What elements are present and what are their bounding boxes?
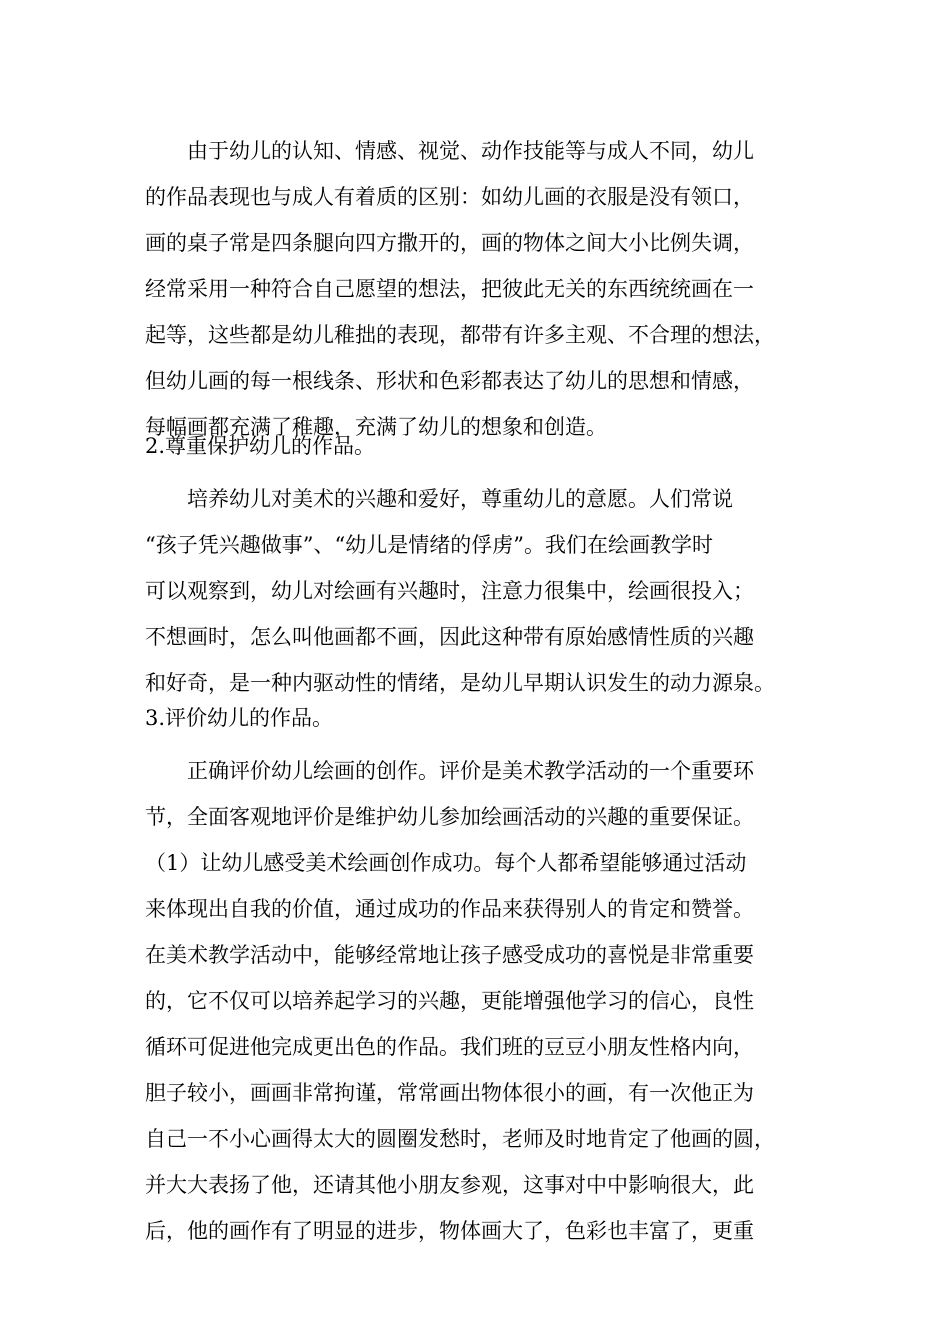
paragraph-line: 每幅画都充满了稚趣，充满了幼儿的想象和创造。: [145, 415, 607, 439]
paragraph-line: 不想画时，怎么叫他画都不画，因此这种带有原始感情性质的兴趣: [145, 625, 754, 649]
paragraph-line: 培养幼儿对美术的兴趣和爱好，尊重幼儿的意愿。人们常说: [187, 487, 733, 511]
paragraph-line: 后，他的画作有了明显的进步，物体画大了，色彩也丰富了，更重: [145, 1219, 754, 1243]
paragraph-line: 胆子较小，画画非常拘谨，常常画出物体很小的画，有一次他正为: [145, 1081, 754, 1105]
paragraph-line: 循环可促进他完成更出色的作品。我们班的豆豆小朋友性格内向，: [145, 1035, 754, 1059]
paragraph-line: 画的桌子常是四条腿向四方撒开的，画的物体之间大小比例失调，: [145, 231, 754, 255]
paragraph-line: 来体现出自我的价值，通过成功的作品来获得别人的肯定和赞誉。: [145, 897, 754, 921]
paragraph-line: （1）让幼儿感受美术绘画创作成功。每个人都希望能够通过活动: [145, 851, 747, 875]
paragraph-line: 起等，这些都是幼儿稚拙的表现，都带有许多主观、不合理的想法，: [145, 323, 775, 347]
paragraph-evaluate-works: [145, 748, 815, 1254]
paragraph-line: 由于幼儿的认知、情感、视觉、动作技能等与成人不同，幼儿: [187, 139, 754, 163]
section-heading-2: [145, 423, 815, 469]
heading-text: 3.评价幼儿的作品。: [145, 706, 334, 730]
paragraph-line: 在美术教学活动中，能够经常地让孩子感受成功的喜悦是非常重要: [145, 943, 754, 967]
paragraph-children-drawing-characteristics: [145, 128, 815, 450]
paragraph-line: 的作品表现也与成人有着质的区别：如幼儿画的衣服是没有领口，: [145, 185, 754, 209]
paragraph-line: 并大大表扬了他，还请其他小朋友参观，这事对中中影响很大，此: [145, 1173, 754, 1197]
paragraph-line: 自己一不小心画得太大的圆圈发愁时，老师及时地肯定了他画的圆，: [145, 1127, 775, 1151]
heading-text: 2.尊重保护幼儿的作品。: [145, 434, 376, 458]
paragraph-line: 的，它不仅可以培养起学习的兴趣，更能增强他学习的信心，良性: [145, 989, 754, 1013]
paragraph-respect-interest: [145, 476, 815, 706]
paragraph-line: 节，全面客观地评价是维护幼儿参加绘画活动的兴趣的重要保证。: [145, 805, 754, 829]
paragraph-line: “孩子凭兴趣做事”、“幼儿是情绪的俘虏”。我们在绘画教学时: [145, 533, 713, 557]
paragraph-line: 正确评价幼儿绘画的创作。评价是美术教学活动的一个重要环: [187, 759, 754, 783]
section-heading-3: [145, 695, 815, 741]
paragraph-line: 经常采用一种符合自己愿望的想法，把彼此无关的东西统统画在一: [145, 277, 754, 301]
paragraph-line: 但幼儿画的每一根线条、形状和色彩都表达了幼儿的思想和情感，: [145, 369, 754, 393]
paragraph-line: 和好奇，是一种内驱动性的情绪，是幼儿早期认识发生的动力源泉。: [145, 671, 775, 695]
paragraph-line: 可以观察到，幼儿对绘画有兴趣时，注意力很集中，绘画很投入；: [145, 579, 754, 603]
